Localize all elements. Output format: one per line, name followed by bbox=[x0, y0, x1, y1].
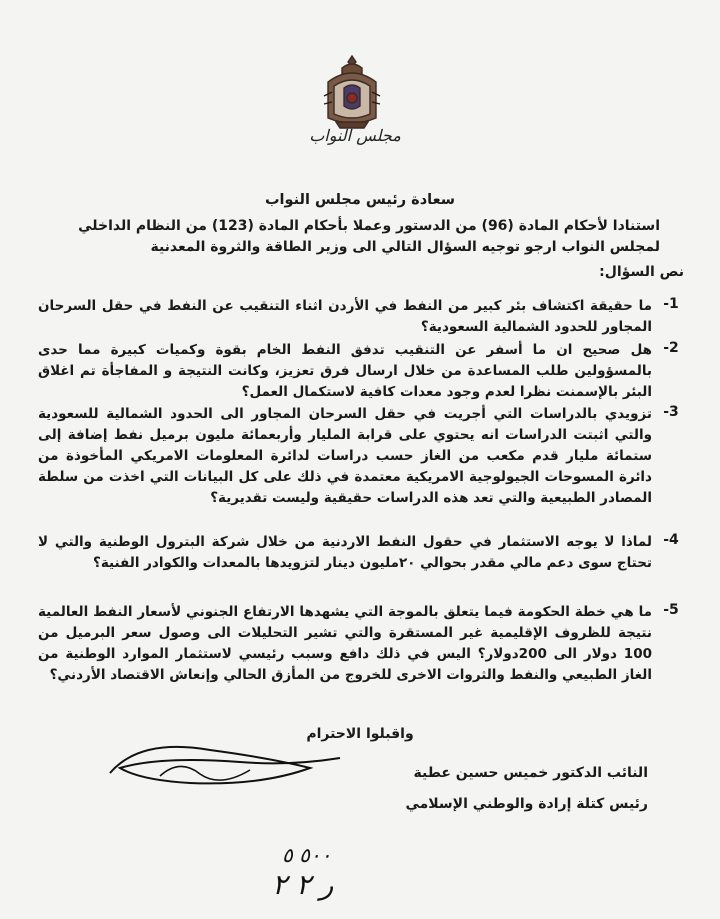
question-number: -3 bbox=[663, 404, 679, 420]
question-number: -4 bbox=[663, 532, 679, 548]
questions-heading: نص السؤال: bbox=[599, 264, 684, 280]
salutation: سعادة رئيس مجلس النواب bbox=[264, 192, 456, 208]
institution-name: مجلس النواب bbox=[309, 126, 401, 145]
question-text: ما هي خطة الحكومة فيما يتعلق بالموجة التي يشهدها الارتفاع الجنوني لأسعار النفط العالمية نتيجة للظروف الإقليمية غير المستقرة والتي تشير التحليلات الى وصول سعر البرميل من 100 دولار الى 200دولار؟ اليس في ذلك دافع وسبب رئيسي لاستثمار الموارد الوطنية من الغاز الطبيعي والنفط والثروات الاخرى للخروج من المأزق الحالي وإنعاش الاقتصاد الأردني؟ bbox=[38, 604, 652, 683]
question-item bbox=[38, 296, 686, 338]
question-number: -2 bbox=[663, 340, 679, 356]
closing-line: واقبلوا الاحترام bbox=[306, 726, 414, 742]
question-text: لماذا لا يوجه الاستثمار في حقول النفط الاردنية من خلال شركة البترول الوطنية والتي لا تحتاج سوى دعم مالي مقدر بحوالي ٢٠مليون دينار لتزويدها بالمعدات والكوادر الفنية؟ bbox=[38, 534, 652, 571]
handwritten-number-bottom: ر ٢ ٢ bbox=[272, 868, 334, 901]
signatory-title: رئيس كتلة إرادة والوطني الإسلامي bbox=[405, 796, 648, 812]
question-number: -5 bbox=[663, 602, 679, 618]
question-text: هل صحيح ان ما أسفر عن التنقيب تدفق النفط الخام بقوة وكميات كبيرة مما حدى بالمسؤولين طلب المساعدة من خلال ارسال فرق تعزيز، وكانت النتيجة و المفاجأة تم اغلاق البئر بالإسمنت نظرا لعدم وجود معدات كافية لاستكمال العمل؟ bbox=[38, 342, 652, 400]
handwritten-signature bbox=[100, 728, 350, 808]
jordan-coat-of-arms-icon bbox=[318, 52, 386, 132]
question-item bbox=[38, 532, 686, 574]
question-number: -1 bbox=[663, 296, 679, 312]
question-text: تزويدي بالدراسات التي أجريت في حقل السرحان المجاور الى الحدود الشمالية للسعودية والتي اثبتت الدراسات انه يحتوي على قرابة المليار وأربعمائة مليون برميل نفط إضافة إلى ستمائة مليار قدم مكعب من الغاز حسب دراسات لدائرة المعلومات الامريكي المأخوذة من دائرة المسوحات الجيولوجية الامريكية معتمدة في ذلك على كل البيانات التي اخذت من سلطة المصادر الطبيعية والتي تعد هذه الدراسات حقيقية وليست تقديرية؟ bbox=[38, 406, 652, 506]
intro-paragraph: استنادا لأحكام المادة (96) من الدستور وعملا بأحكام المادة (123) من النظام الداخلي لمجلس النواب ارجو توجيه السؤال التالي الى وزير الطاقة والثروة المعدنية bbox=[78, 218, 660, 255]
handwritten-number-top: ٥٠٠ ٥ bbox=[282, 843, 332, 867]
question-item bbox=[38, 340, 686, 403]
question-item bbox=[38, 602, 686, 686]
question-text: ما حقيقة اكتشاف بئر كبير من النفط في الأردن اثناء التنقيب عن النفط في حقل السرحان المجاور للحدود الشمالية السعودية؟ bbox=[38, 298, 652, 335]
question-item bbox=[38, 404, 686, 509]
signatory-name: النائب الدكتور خميس حسين عطية bbox=[413, 765, 648, 781]
